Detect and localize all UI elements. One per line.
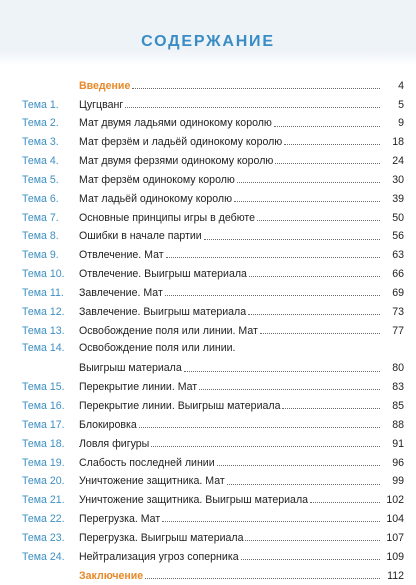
dot-leader [151,445,380,447]
toc-entry-label: Тема 22. [22,513,65,526]
toc-entry [0,378,416,397]
toc-entry-title: Отвлечение. Выигрыш материала [79,268,247,281]
dot-leader [199,388,380,390]
dot-leader [162,520,380,522]
toc-entry-label: Тема 6. [22,192,59,205]
toc-entry-title-wrap [79,570,382,582]
toc-entry [0,95,416,114]
toc-entry-label: Тема 16. [22,400,65,413]
toc-entry-label: Тема 17. [22,418,65,431]
toc-entry-page: 83 [392,381,404,394]
dot-leader [241,558,380,560]
toc-entry-title-wrap [79,117,382,129]
toc-entry-page: 112 [387,569,404,582]
dot-leader [282,407,380,409]
dot-leader [260,332,380,334]
dot-leader [184,370,380,372]
dot-leader [234,200,380,202]
toc-entry [0,189,416,208]
toc-entry-title-wrap [79,268,382,280]
dot-leader [248,313,380,315]
toc-entry-label: Тема 23. [22,531,65,544]
toc-entry [0,340,416,378]
toc-entry [0,208,416,227]
toc-entry [0,76,416,95]
toc-entry [0,396,416,415]
toc-entry-label: Тема 21. [22,494,65,507]
toc-entry-title: Освобождение поля или линии. [79,341,236,354]
toc-entry-label: Тема 10. [22,268,65,281]
toc-entry-page: 109 [386,550,404,563]
toc-entry-title: Отвлечение. Мат [79,249,164,262]
toc-entry-title-wrap [79,513,382,525]
toc-entry [0,415,416,434]
toc-entry-title: Основные принципы игры в дебюте [79,211,256,224]
dot-leader [204,238,380,240]
toc-entry-page: 80 [392,362,404,375]
toc-entry-label: Тема 24. [22,550,65,563]
toc-entry-label: Тема 3. [22,136,59,149]
toc-entry-title: Перекрытие линии. Выигрыш материала [79,400,281,413]
toc-entry-label: Тема 19. [22,456,65,469]
dot-leader [217,464,380,466]
toc-entry-page: 77 [392,324,404,337]
toc-entry-title: Мат ладьёй одинокому королю [79,192,233,205]
toc-entry-label: Тема 1. [22,98,59,111]
dot-leader [227,483,380,485]
toc-entry-page: 66 [392,268,404,281]
toc-entry-label: Тема 7. [22,211,59,224]
toc-entry [0,453,416,472]
toc-entry-page: 24 [392,155,404,168]
toc-entry-label: Тема 14. [22,341,65,354]
toc-entry-page: 63 [392,249,404,262]
toc-entry-page: 88 [392,418,404,431]
toc-entry-page: 18 [392,136,404,149]
toc-entry-title: Нейтрализация угроз соперника [79,550,239,563]
toc-entry [0,509,416,528]
toc-entry [0,283,416,302]
toc-entry-title: Мат ферзём одинокому королю [79,173,235,186]
toc-entry-title-wrap [79,136,382,148]
toc-entry-label: Тема 18. [22,437,65,450]
toc-section-title: Введение [79,79,131,92]
dot-leader [145,577,380,579]
dot-leader [284,143,380,145]
dot-leader [237,181,380,183]
toc-entry-title-continued: Выигрыш материала [79,362,182,375]
toc-entry-title-wrap [79,400,382,412]
toc-entry-title-wrap [79,155,382,167]
page-title: СОДЕРЖАНИЕ [141,33,275,50]
toc-entry-label: Тема 13. [22,324,65,337]
toc-entry-title: Завлечение. Выигрыш материала [79,305,247,318]
dot-leader [132,87,380,89]
toc-entry-title-wrap [79,306,382,318]
dot-leader [274,125,380,127]
toc-entry-page: 85 [392,400,404,413]
toc-entry-title: Перегрузка. Мат [79,513,161,526]
toc-entry-title-wrap [79,475,382,487]
toc-entry-title-wrap [79,287,382,299]
table-of-contents [0,76,416,585]
toc-entry-title-wrap [79,419,382,431]
toc-entry [0,227,416,246]
toc-entry [0,170,416,189]
toc-entry-label: Тема 20. [22,475,65,488]
dot-leader [257,219,380,221]
toc-entry-title: Завлечение. Мат [79,286,163,299]
toc-entry-title: Мат ферзём и ладьёй одинокому королю [79,136,283,149]
toc-entry-page: 69 [392,286,404,299]
toc-entry-title: Слабость последней линии [79,456,215,469]
toc-entry-title-wrap [79,342,382,375]
toc-entry-page: 107 [386,531,404,544]
toc-entry-title: Освобождение поля или линии. Мат [79,324,258,337]
toc-entry [0,321,416,340]
toc-entry-title-wrap [79,381,382,393]
toc-entry-title-wrap [79,494,382,506]
toc-entry-label: Тема 11. [22,286,64,299]
toc-entry-page: 102 [386,494,404,507]
toc-entry-title-wrap [79,193,382,205]
toc-entry-page: 99 [392,475,404,488]
toc-entry-title: Перекрытие линии. Мат [79,381,198,394]
toc-entry-title: Блокировка [79,418,137,431]
toc-entry-title-wrap [79,212,382,224]
toc-entry [0,434,416,453]
toc-entry-page: 104 [386,513,404,526]
toc-entry-label: Тема 4. [22,155,59,168]
dot-leader [165,294,380,296]
dot-leader [125,106,380,108]
toc-entry [0,566,416,585]
toc-entry-page: 39 [392,192,404,205]
toc-entry-title-wrap [79,80,382,92]
toc-entry-title: Уничтожение защитника. Мат [79,475,225,488]
toc-entry-title: Цугцванг [79,98,124,111]
toc-entry-page: 91 [392,437,404,450]
toc-entry [0,302,416,321]
toc-entry [0,264,416,283]
toc-entry [0,491,416,510]
toc-section-title: Заключение [79,569,144,582]
dot-leader [249,275,380,277]
dot-leader [166,256,380,258]
toc-entry-label: Тема 5. [22,173,59,186]
toc-entry-title: Уничтожение защитника. Выигрыш материала [79,494,309,507]
toc-entry-label: Тема 15. [22,381,65,394]
toc-entry-title-wrap [79,551,382,563]
toc-entry-title-wrap [79,438,382,450]
toc-entry-title-wrap [79,230,382,242]
dot-leader [310,501,380,503]
toc-entry-label: Тема 12. [22,305,65,318]
toc-entry-page: 9 [398,117,404,130]
toc-entry [0,528,416,547]
toc-entry-title-wrap [79,249,382,261]
toc-entry-page: 56 [392,230,404,243]
toc-entry-title-wrap [79,99,382,111]
toc-entry-page: 4 [398,79,404,92]
dot-leader [275,162,380,164]
toc-entry-title-wrap [79,325,382,337]
dot-leader [245,539,380,541]
toc-entry-title-wrap [79,532,382,544]
toc-entry-title: Мат двумя ладьями одинокому королю [79,117,272,130]
toc-entry-title: Мат двумя ферзями одинокому королю [79,155,274,168]
toc-entry-page: 96 [392,456,404,469]
toc-entry-label: Тема 2. [22,117,59,130]
toc-entry-label: Тема 8. [22,230,59,243]
toc-entry [0,246,416,265]
toc-entry-page: 73 [392,305,404,318]
toc-entry-page: 5 [398,98,404,111]
toc-entry-page: 30 [392,173,404,186]
toc-entry [0,133,416,152]
toc-entry-page: 50 [392,211,404,224]
toc-entry-title: Ошибки в начале партии [79,230,202,243]
toc-entry-title: Ловля фигуры [79,437,150,450]
toc-entry [0,472,416,491]
toc-entry [0,114,416,133]
toc-entry [0,151,416,170]
toc-entry-title-wrap [79,457,382,469]
toc-entry-title-wrap [79,174,382,186]
toc-entry [0,547,416,566]
toc-entry-label: Тема 9. [22,249,59,262]
toc-entry-title: Перегрузка. Выигрыш материала [79,531,244,544]
dot-leader [139,426,380,428]
